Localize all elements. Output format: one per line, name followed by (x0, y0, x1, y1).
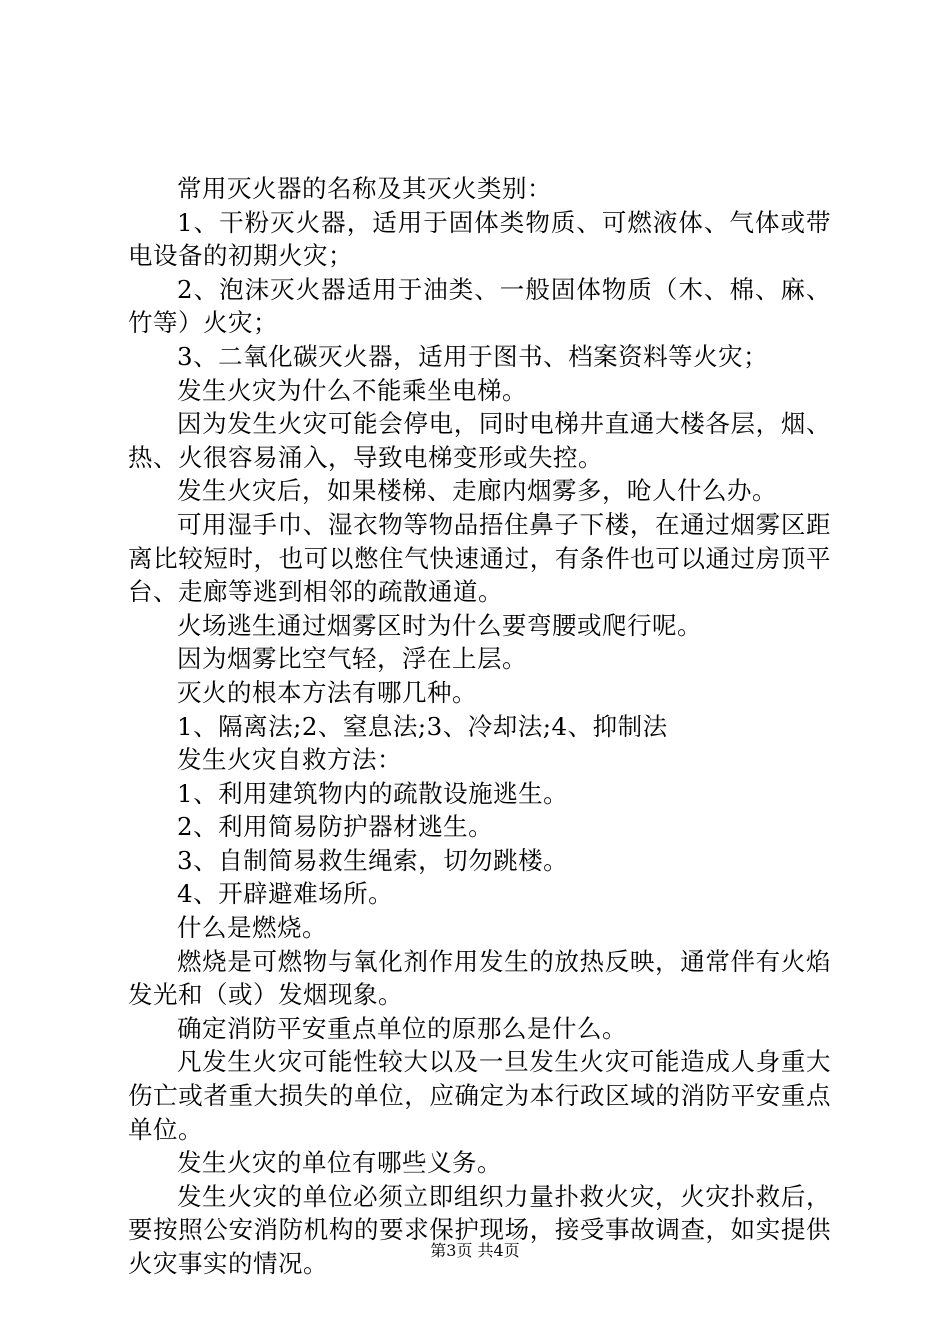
paragraph-foam-extinguisher: 2、泡沫灭火器适用于油类、一般固体物质（木、棉、麻、竹等）火灾； (128, 274, 831, 338)
paragraph-dry-powder-extinguisher: 1、干粉灭火器，适用于固体类物质、可燃液体、气体或带电设备的初期火灾； (128, 207, 831, 271)
paragraph-elevator-question: 发生火灾为什么不能乘坐电梯。 (177, 375, 527, 405)
paragraph-self-rescue-item-4: 4、开辟避难场所。 (177, 879, 394, 909)
paragraph-extinguisher-types-heading: 常用灭火器的名称及其灭火类别： (177, 174, 552, 203)
paragraph-self-rescue-item-3: 3、自制简易救生绳索，切勿跳楼。 (177, 845, 569, 875)
paragraph-self-rescue-heading: 发生火灾自救方法： (177, 745, 402, 775)
paragraph-methods-answer: 1、隔离法;2、窒息法;3、冷却法;4、抑制法 (177, 711, 668, 741)
paragraph-key-unit-answer: 凡发生火灾可能性较大以及一旦发生火灾可能造成人身重大伤亡或者重大损失的单位，应确定为本行政区域的消防平安重点单位。 (128, 1047, 831, 1144)
paragraph-smoke-answer: 可用湿手巾、湿衣物等物品捂住鼻子下楼，在通过烟雾区距离比较短时，也可以憋住气快速通过，有条件也可以通过房顶平台、走廊等逃到相邻的疏散通道。 (128, 509, 831, 607)
paragraph-self-rescue-item-1: 1、利用建筑物内的疏散设施逃生。 (177, 778, 569, 808)
paragraph-co2-extinguisher: 3、二氧化碳灭火器，适用于图书、档案资料等火灾； (177, 341, 769, 371)
paragraph-crawl-question: 火场逃生通过烟雾区时为什么要弯腰或爬行呢。 (177, 610, 702, 640)
page-number-footer: 第3页 共4页 (430, 1241, 520, 1260)
paragraph-combustion-question: 什么是燃烧。 (177, 913, 327, 943)
paragraph-elevator-answer: 因为发生火灾可能会停电，同时电梯井直通大楼各层，烟、热、火很容易涌入，导致电梯变形或失控。 (128, 409, 831, 472)
paragraph-self-rescue-item-2: 2、利用简易防护器材逃生。 (177, 812, 494, 842)
paragraph-smoke-question: 发生火灾后，如果楼梯、走廊内烟雾多，呛人什么办。 (177, 476, 777, 506)
document-body (128, 172, 831, 1281)
paragraph-key-unit-question: 确定消防平安重点单位的原那么是什么。 (177, 1013, 627, 1043)
paragraph-crawl-answer: 因为烟雾比空气轻，浮在上层。 (177, 644, 527, 674)
paragraph-combustion-answer: 燃烧是可燃物与氧化剂作用发生的放热反映，通常伴有火焰发光和（或）发烟现象。 (128, 946, 831, 1010)
paragraph-obligations-question: 发生火灾的单位有哪些义务。 (177, 1148, 502, 1178)
paragraph-methods-question: 灭火的根本方法有哪几种。 (177, 677, 477, 707)
paragraph-obligations-answer: 发生火灾的单位必须立即组织力量扑救火灾，火灾扑救后，要按照公安消防机构的要求保护现场，接受事故调查，如实提供火灾事实的情况。 (128, 1181, 831, 1278)
